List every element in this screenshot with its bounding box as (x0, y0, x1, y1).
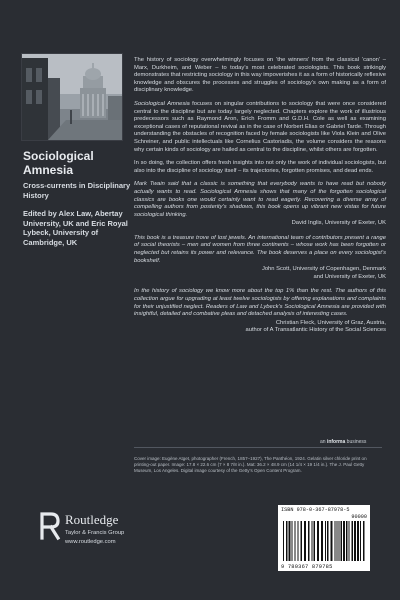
barcode-bar (343, 521, 345, 561)
barcode-bar (298, 521, 299, 561)
description-paragraph-2-text: focuses on singular contributions to sociology that were once considered central to the discipline but are today largely neglected. Chapters explore the work of illustrious predecessors such as Raymond Aron, Erich Fromm and G.D.H. Cole as well as examining exceptional cases of reputational revival as in the case of Norbert Elias or Gabriel Tarde. Through understanding the obstacles of recognition faced by female sociologists like Viola Klein and Olive Schreiner, and public intellectuals like Cornelius Castoriadis, the volume considers the reasons why certain kinds of sociology are hailed as central to the discipline, whilst others are forgotten. (134, 100, 386, 153)
description-paragraph-1: The history of sociology overwhelmingly focuses on ‘the winners’ from the classical ‘canon’ – Marx, Durkheim, and Weber – to today’s most celebrated sociologists. This book strikingly demonstrates that restricting sociology in this way impoverishes it as a form of historically reflexive knowledge and obscures the processes and struggles of sociology’s own making as a form of disciplinary knowledge. (134, 57, 386, 94)
routledge-r-icon (39, 510, 61, 542)
barcode-bar (295, 521, 296, 561)
endorsement-quote-1: Mark Twain said that a classic is something that everybody wants to have read but nobody actually wants to read. Sociological Amnesia shows that many of the forgotten sociological classics are books one would certainly want to read eagerly. Recovering a diverse array of compelling authors from posterity’s shadows, this book opens up vibrant new vistas for future sociological thinking. (134, 181, 386, 218)
barcode-bar (337, 521, 338, 561)
barcode-bar (292, 521, 293, 561)
publisher-group: Taylor & Francis Group (65, 530, 125, 536)
barcode-bar (312, 521, 313, 561)
cover-image-credit: Cover image: Eugène Atget, photographer (French, 1857–1927), The Panthéon, 1924. Gelatin silver chloride print on printing-out paper. Image: 17.8 × 22.6 cm (7 × 8 7/8 in.). Mat: 36.2 × 48.9 cm (14 1/4 × 19 1/4 in.). The J. Paul Getty Museum, Los Angeles. Digital image courtesy of the Getty’s Open Content Program. (134, 456, 367, 473)
cover-photo (21, 53, 123, 141)
barcode-bar (341, 521, 343, 561)
barcode-bar (360, 521, 361, 561)
barcode-bars (281, 521, 367, 561)
barcode-bar (339, 521, 340, 561)
description-book-title: Sociological Amnesia (134, 100, 190, 107)
endorsement-2-line-2: and University of Exeter, UK (313, 273, 386, 280)
endorsement-attribution-2 (134, 266, 386, 281)
isbn-label: ISBN 978-0-367-87978-5 (281, 507, 350, 513)
barcode-bar (352, 521, 354, 561)
book-title (23, 149, 133, 177)
barcode-bar (354, 521, 356, 561)
barcode-bar (327, 521, 329, 561)
informa-business-tag: an informa business (320, 439, 367, 445)
barcode-bar (321, 521, 323, 561)
blurb-column (134, 57, 386, 342)
endorsement-2-line-1: John Scott, University of Copenhagen, Denmark (261, 266, 386, 273)
book-title-line-2: Amnesia (23, 163, 74, 177)
barcode-bar (363, 521, 365, 561)
barcode-bar (331, 521, 333, 561)
barcode-bar (325, 521, 326, 561)
price-code: 90000 (351, 514, 367, 520)
barcode-bar (349, 521, 350, 561)
book-editors: Edited by Alex Law, Abertay University, UK and Eric Royal Lybeck, University of Cambridge, UK (23, 209, 128, 247)
barcode-bar (314, 521, 316, 561)
endorsement-attribution-3 (134, 320, 386, 335)
barcode-bar (308, 521, 310, 561)
publisher-name: Routledge (65, 512, 119, 527)
barcode-bar (289, 521, 291, 561)
barcode-bar (335, 521, 336, 561)
description-paragraph-2 (134, 101, 386, 154)
barcode-bar (286, 521, 288, 561)
barcode-bar (304, 521, 306, 561)
barcode-bar (357, 521, 359, 561)
book-subtitle: Cross-currents in Disciplinary History (23, 181, 131, 200)
endorsement-quote-3: In the history of sociology we know more about the top 1% than the rest. The authors of this collection argue for upgrading at least twelve sociologists by offering explanations and complaints for their unjustified neglect. Readers of Law and Lybeck’s Sociological Amnesia are provided with insightful, detailed and combative pleas and detached analysis of interesting cases. (134, 288, 386, 318)
informa-brand: informa (326, 439, 346, 445)
barcode-bar (346, 521, 348, 561)
endorsement-quote-2: This book is a treasure trove of lost jewels. An international team of contributors present a range of social theorists – men and women from three continents – whose work has been forgotten or neglected but retains its power and relevance. The book deserves a place on every sociologist’s bookshelf. (134, 234, 386, 264)
divider (134, 447, 382, 448)
endorsement-3-line-2: author of A Transatlantic History of the Social Sciences (245, 327, 386, 334)
endorsement-attribution-1 (134, 220, 386, 228)
endorsement-3-line-1: Christian Fleck, University of Graz, Austria, (275, 319, 386, 326)
description-paragraph-3: In so doing, the collection offers fresh insights into not only the work of individual sociologists, but also into the discipline of sociology itself – its trajectories, forgotten promises, and dead ends. (134, 160, 386, 174)
endorsement-1-line-1: David Inglis, University of Exeter, UK (291, 220, 386, 227)
barcode-bar (283, 521, 284, 561)
routledge-logo (39, 508, 149, 548)
book-title-line-1: Sociological (23, 149, 94, 163)
isbn-barcode (278, 505, 370, 571)
publisher-url: www.routledge.com (65, 539, 116, 545)
barcode-bar (317, 521, 319, 561)
barcode-number: 9 780367 879785 (281, 564, 333, 570)
barcode-bar (301, 521, 303, 561)
